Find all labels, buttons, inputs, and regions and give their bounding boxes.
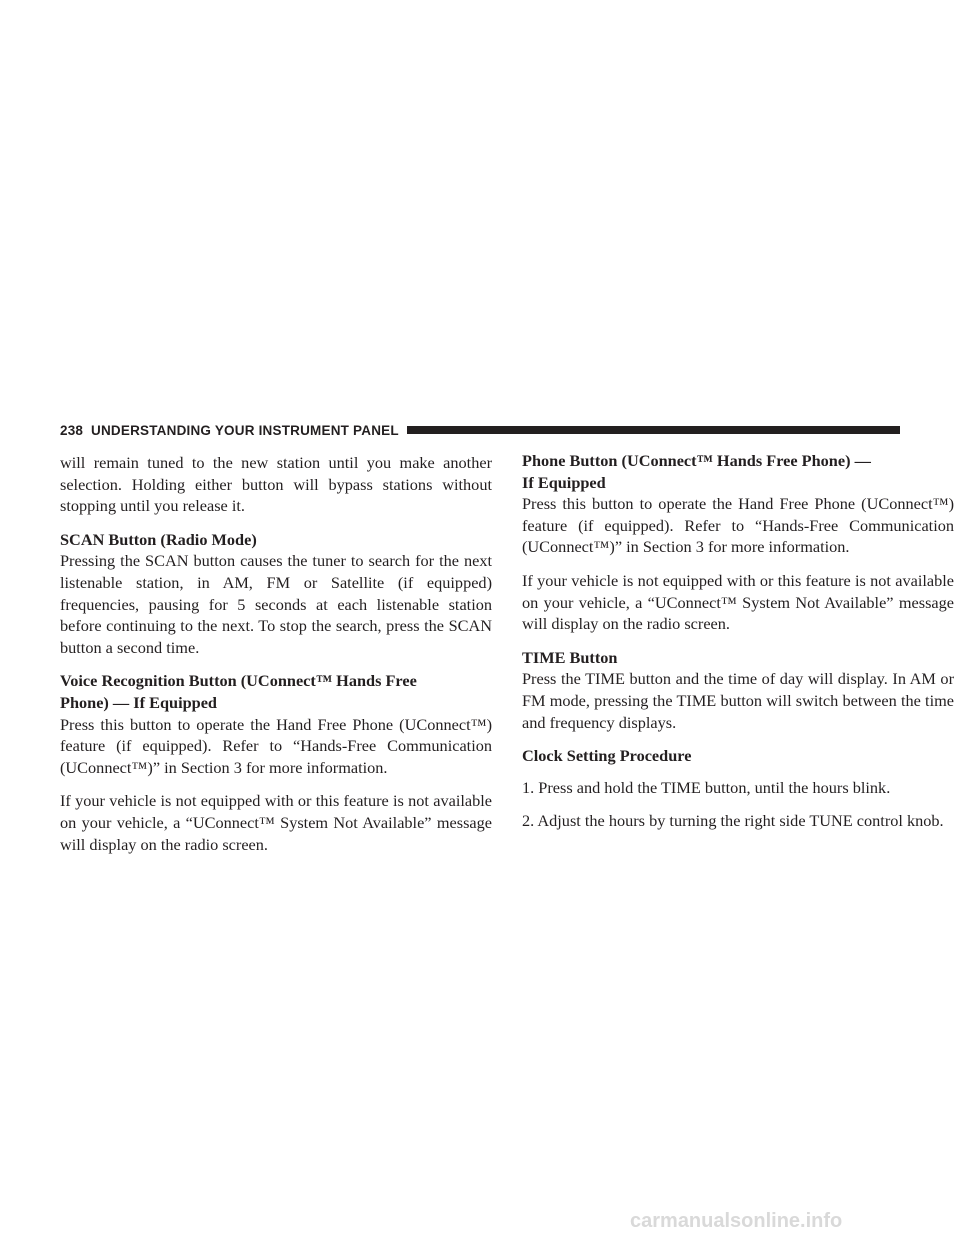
voice-heading	[60, 670, 492, 713]
left-column	[60, 452, 492, 867]
page-number-and-section	[60, 423, 399, 438]
header-rule	[407, 426, 900, 434]
voice-body-2: If your vehicle is not equipped with or this feature is not available on your vehicle, a “UConnect™ System Not Available” message will display on the radio screen.	[60, 791, 492, 854]
time-heading: TIME Button	[522, 647, 618, 667]
page-number: 238	[60, 422, 84, 438]
page-header	[60, 422, 900, 438]
section-title: UNDERSTANDING YOUR INSTRUMENT PANEL	[91, 422, 399, 438]
voice-heading-line2: Phone) — If Equipped	[60, 692, 217, 712]
scan-body: Pressing the SCAN button causes the tuner to search for the next listenable station, in AM, FM or Satellite (if equipped) frequencies, pausing for 5 seconds at each listenable station before continuing to the next. To stop the search, press the SCAN button a second time.	[60, 551, 492, 657]
time-body: Press the TIME button and the time of day will display. In AM or FM mode, pressing the TIME button will switch between the time and frequency displays.	[522, 669, 954, 732]
clock-step-1: 1. Press and hold the TIME button, until the hours blink.	[522, 777, 891, 797]
clock-heading: Clock Setting Procedure	[522, 746, 692, 766]
scan-heading: SCAN Button (Radio Mode)	[60, 529, 257, 549]
phone-heading-line2: If Equipped	[522, 472, 606, 492]
voice-body-1: Press this button to operate the Hand Free Phone (UConnect™) feature (if equipped). Refer to “Hands-Free Communication (UConnect™)” in Section 3 for more information.	[60, 714, 492, 777]
continued-paragraph: will remain tuned to the new station until you make another selection. Holding either button will bypass stations without stopping until you release it.	[60, 453, 492, 516]
phone-heading-line1: Phone Button (UConnect™ Hands Free Phone) —	[522, 451, 871, 470]
watermark: carmanualsonline.info	[630, 1210, 843, 1232]
phone-body-1: Press this button to operate the Hand Free Phone (UConnect™) feature (if equipped). Refer to “Hands-Free Communication (UConnect™)” in Section 3 for more information.	[522, 494, 954, 557]
phone-heading	[522, 450, 954, 493]
phone-body-2: If your vehicle is not equipped with or this feature is not available on your vehicle, a “UConnect™ System Not Available” message will display on the radio screen.	[522, 570, 954, 634]
right-column	[522, 452, 954, 844]
clock-step-2: 2. Adjust the hours by turning the right side TUNE control knob.	[522, 811, 944, 831]
voice-heading-line1: Voice Recognition Button (UConnect™ Hands Free	[60, 671, 417, 691]
